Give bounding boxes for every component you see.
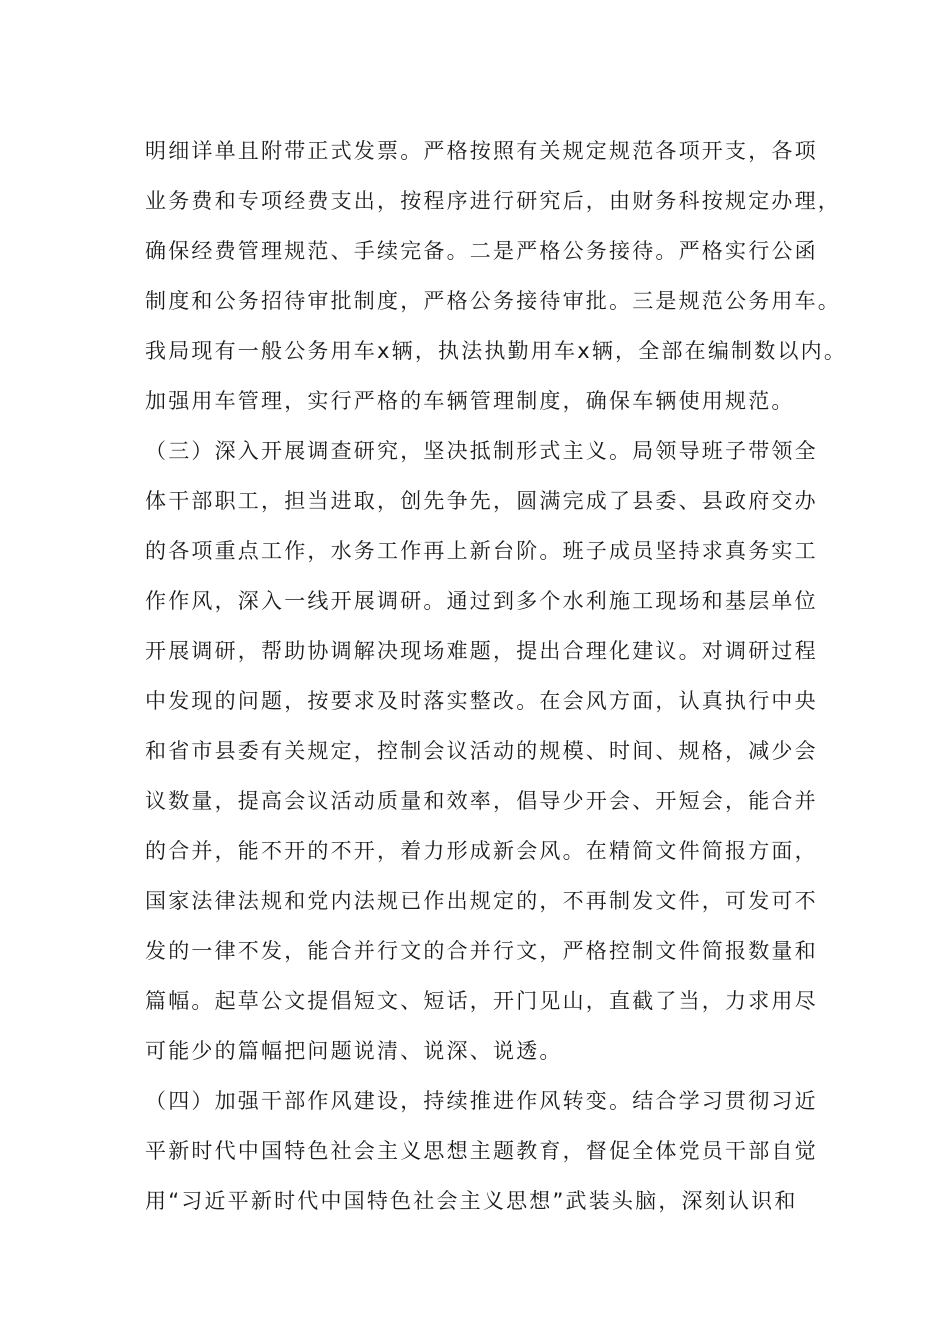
text-line: 用“习近平新时代中国特色社会主义思想”武装头脑，深刻认识和 [145, 1189, 798, 1213]
text-line: 平新时代中国特色社会主义思想主题教育，督促全体党员干部自觉 [145, 1139, 818, 1163]
text-line: 体干部职工，担当进取，创先争先，圆满完成了县委、县政府交办 [145, 489, 818, 513]
text-line: 明细详单且附带正式发票。严格按照有关规定规范各项开支，各项 [145, 139, 818, 163]
text-line: 作作风，深入一线开展调研。通过到多个水利施工现场和基层单位 [145, 589, 818, 613]
text-line: 发的一律不发，能合并行文的合并行文，严格控制文件简报数量和 [145, 939, 818, 963]
text-line: 加强用车管理，实行严格的车辆管理制度，确保车辆使用规范。 [145, 389, 795, 413]
text-line: 的合并，能不开的不开，着力形成新会风。在精简文件简报方面， [145, 839, 818, 863]
section-heading-line: （四）加强干部作风建设，持续推进作风转变。结合学习贯彻习近 [145, 1089, 818, 1113]
text-line: 业务费和专项经费支出，按程序进行研究后，由财务科按规定办理， [145, 189, 841, 213]
text-line: 我局现有一般公务用车x辆，执法执勤用车x辆，全部在编制数以内。 [145, 339, 848, 363]
text-line: 可能少的篇幅把问题说清、说深、说透。 [145, 1039, 563, 1063]
text-line: 的各项重点工作，水务工作再上新台阶。班子成员坚持求真务实工 [145, 539, 818, 563]
text-line: 和省市县委有关规定，控制会议活动的规模、时间、规格，减少会 [145, 739, 818, 763]
text-line: 确保经费管理规范、手续完备。二是严格公务接待。严格实行公函 [145, 239, 818, 263]
text-line: 议数量，提高会议活动质量和效率，倡导少开会、开短会，能合并 [145, 789, 818, 813]
text-line: 开展调研，帮助协调解决现场难题，提出合理化建议。对调研过程 [145, 639, 818, 663]
section-heading-line: （三）深入开展调查研究，坚决抵制形式主义。局领导班子带领全 [145, 439, 818, 463]
text-line: 篇幅。起草公文提倡短文、短话，开门见山，直截了当，力求用尽 [145, 989, 818, 1013]
text-line: 中发现的问题，按要求及时落实整改。在会风方面，认真执行中央 [145, 689, 818, 713]
text-line: 国家法律法规和党内法规已作出规定的，不再制发文件，可发可不 [145, 889, 818, 913]
text-line: 制度和公务招待审批制度，严格公务接待审批。三是规范公务用车。 [145, 289, 841, 313]
